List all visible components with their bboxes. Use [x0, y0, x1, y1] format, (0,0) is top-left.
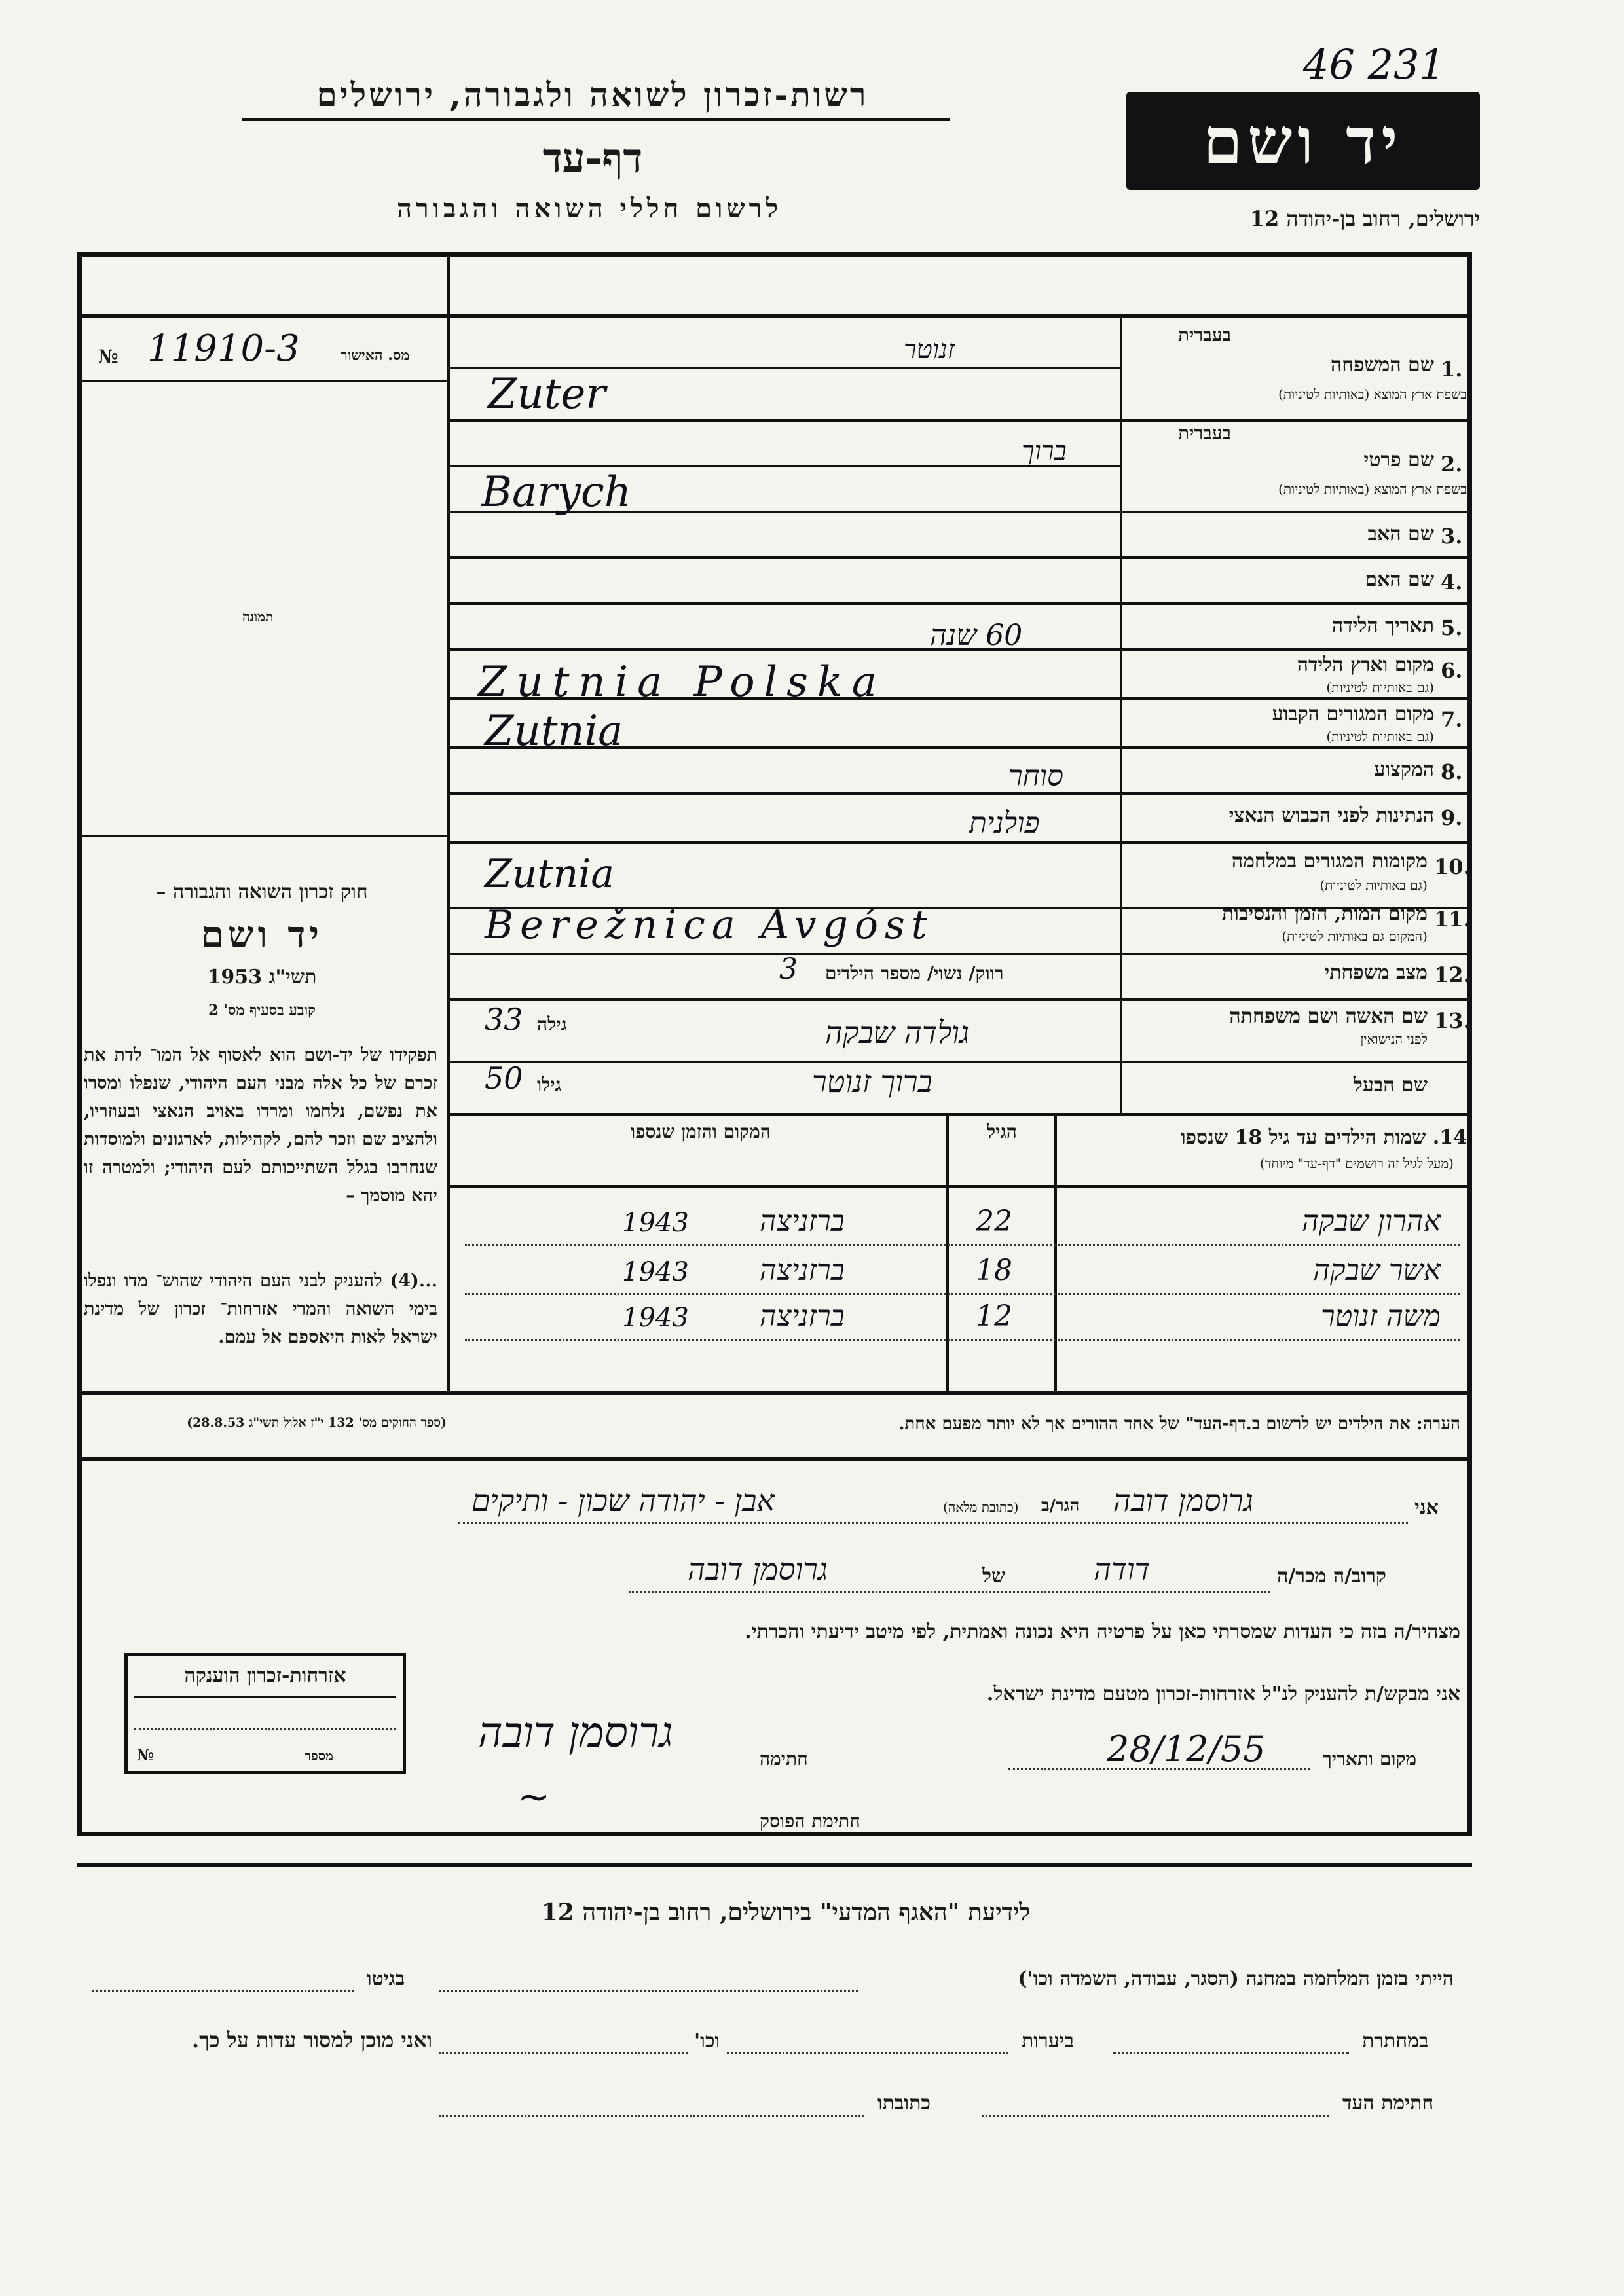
decl-address-label: (כתובת מלאה) [943, 1499, 1019, 1515]
field-2-in-hebrew: בעברית [1177, 422, 1231, 444]
cert-no-label: מס. האישור [341, 347, 410, 364]
child-age: 18 [976, 1254, 1012, 1287]
yad-vashem-logo [1126, 92, 1480, 190]
child-place: ברזניצה [760, 1205, 845, 1238]
logo-text: יד ושם [1203, 103, 1403, 178]
row-line [448, 367, 1120, 369]
decl-statement-2: אני מבקש/ת להעניק לנ"ל אזרחות-זכרון מטעם מדינת ישראל. [986, 1683, 1460, 1705]
field-2-sub: בשפת ארץ המוצא (באותיות לטיניות) [1278, 481, 1467, 497]
org-underline [242, 118, 950, 121]
row-dots [465, 1339, 1460, 1341]
child-age: 12 [976, 1300, 1012, 1333]
field-2-value-lat: Barych [481, 468, 631, 517]
field-12-num: 12. [1434, 962, 1471, 987]
citizenship-rule [134, 1696, 396, 1698]
field-5-label: תאריך הלידה [1331, 614, 1434, 637]
left-law-bottom [77, 1391, 1472, 1395]
footer-line3a: חתימת העד [1342, 2092, 1434, 2115]
footer-line2a: במחתרת [1362, 2030, 1429, 2052]
row-dots [465, 1293, 1460, 1295]
decl-relative-label: קרוב/ה מכר/ה [1277, 1565, 1386, 1588]
children-sub: (מעל לגיל זה רושמים "דף-עד" מיוחד) [1260, 1156, 1454, 1171]
field-5-value: 60 שנה [930, 619, 1023, 652]
child-year: 1943 [622, 1208, 689, 1238]
decl-relation: דודה [1094, 1552, 1151, 1587]
decl-i-label: אני [1414, 1496, 1439, 1519]
children-header-line [448, 1185, 1472, 1188]
decl-dots [458, 1522, 1408, 1524]
field-10-label: מקומות המגורים במלחמה [1231, 850, 1428, 873]
field-5-num: 5. [1441, 615, 1463, 640]
footer-line2d: ואני מוכן למסור עדות על כך. [191, 2028, 432, 2052]
children-label: 14. שמות הילדים עד גיל 18 שנספו [1180, 1126, 1467, 1149]
husband-label: שם הבעל [1353, 1074, 1428, 1097]
label-col-divider [1120, 314, 1122, 1113]
field-1-label: שם המשפחה [1330, 354, 1434, 376]
field-3-num: 3. [1441, 524, 1463, 549]
photo-label: תמונה [242, 609, 274, 625]
field-1-sub: בשפת ארץ המוצא (באותיות לטיניות) [1278, 386, 1467, 402]
field-13-label: שם האשה ושם משפחתה [1229, 1005, 1428, 1028]
law-title: חוק זכרון השואה והגבורה – [156, 881, 368, 903]
row-line [448, 953, 1472, 955]
footer-line3b: כתובתו [877, 2092, 931, 2115]
citizenship-no-sign: № [137, 1745, 155, 1764]
field-4-num: 4. [1441, 570, 1463, 594]
children-col-age-left [946, 1113, 949, 1391]
citizenship-box-title: אזרחות-זכרון הוענקה [184, 1664, 346, 1687]
cert-no-value: 11910-3 [147, 327, 300, 370]
field-6-label: מקום וארץ הלידה [1297, 653, 1434, 676]
note-bottom [77, 1457, 1472, 1461]
child-age: 22 [976, 1205, 1012, 1238]
child-year: 1943 [622, 1303, 689, 1333]
field-7-label: מקום המגורים הקבוע [1272, 702, 1434, 725]
no-sign: № [98, 346, 119, 367]
law-source: (ספר החוקים מס' 132 י"ז אלול תשי"ג 28.8.53) [187, 1415, 447, 1430]
form-title: דף-עד [542, 134, 643, 182]
field-12-value-text: רווק/ נשוי/ מספר הילדים [825, 962, 1004, 984]
footer-dots [92, 1990, 354, 1992]
law-text-2: ...(4) להעניק לבני העם היהודי שהוש־ מדו ונפלו בימי השואה והמרי אזרחות־ זכרון של מדינת ישראל לאות היאספם אל עמם. [84, 1271, 437, 1347]
field-2-num: 2. [1441, 452, 1463, 477]
row-line [448, 602, 1472, 605]
field-13-num: 13. [1434, 1008, 1471, 1033]
field-9-value: פולנית [969, 807, 1040, 840]
field-9-num: 9. [1441, 805, 1463, 830]
official-signature-mark: ~ [517, 1774, 551, 1820]
row-line [448, 841, 1472, 844]
children-age-header: הגיל [987, 1121, 1017, 1142]
field-6-value: Zutnia Polska [478, 658, 886, 706]
field-10-num: 10. [1434, 854, 1471, 879]
decl-of-name: גרוסמן דובה [688, 1552, 828, 1587]
footer-dots [439, 2115, 864, 2117]
field-13-value: גולדה שבקה [825, 1015, 970, 1050]
citizenship-box [124, 1653, 406, 1774]
field-13-age: 33 [485, 1002, 523, 1037]
decl-date: 28/12/55 [1107, 1728, 1266, 1770]
footer-dots [982, 2115, 1329, 2117]
field-11-value: Berežnica Avgóst [485, 902, 934, 948]
footer-line2b: ביערות [1022, 2030, 1075, 2052]
husband-age-label: גילו [537, 1074, 561, 1095]
field-11-label: מקום המות, הזמן והנסיבות [1221, 902, 1428, 925]
field-2-value-he: ברוך [1022, 436, 1067, 466]
footer-dots [439, 1990, 858, 1992]
field-7-sub: (גם באותיות לטיניות) [1326, 729, 1434, 744]
field-10-value: Zutnia [485, 851, 615, 897]
field-13-age-label: גילה [537, 1013, 567, 1035]
field-6-num: 6. [1441, 658, 1463, 683]
top-band-line [77, 314, 1472, 318]
header-address: ירושלים, רחוב בן-יהודה 12 [1249, 206, 1480, 231]
footer-line1: הייתי בזמן המלחמה במחנה (הסגר, עבודה, השמדה וכו') [1018, 1967, 1454, 1990]
field-8-label: המקצוע [1374, 758, 1434, 781]
field-13-sub: לפני הנישואין [1360, 1031, 1428, 1047]
decl-resides-label: הגר/ב [1041, 1496, 1080, 1516]
children-col-age-right [1054, 1113, 1057, 1391]
declaration-bottom [77, 1863, 1472, 1867]
husband-value: ברוך זנוטר [812, 1064, 932, 1099]
law-year: תשי"ג 1953 [207, 966, 317, 989]
decl-signature-label: חתימה [760, 1748, 808, 1770]
field-1-value-lat: Zuter [488, 370, 606, 418]
child-year: 1943 [622, 1257, 689, 1287]
row-line [448, 1113, 1472, 1116]
archive-number: 46 231 [1303, 41, 1445, 88]
left-cert-line [77, 380, 448, 382]
child-name: אשר שבקה [1313, 1254, 1441, 1287]
row-dots [465, 1244, 1460, 1246]
org-line: רשות-זכרון לשואה ולגבורה, ירושלים [316, 75, 869, 114]
field-2-label: שם פרטי [1363, 448, 1434, 471]
footer-line1b: בגיטו [367, 1967, 405, 1990]
law-text: תפקידו של יד-ושם הוא לאסוף אל המו־ לדת את זכרם של כל אלה מבני העם היהודי, שנפלו ומסרו את נפשם, נלחמו ומרדו באויב הנאצי ובעוזריו, ולהציב שם וזכר להם, לקהילות, לארגונים ולמוסדות שנחרבו בגלל השתייכותם לעם היהודי; ולמטרה זו יהא מוסמך – [84, 1045, 437, 1206]
child-name: אהרון שבקה [1302, 1205, 1441, 1238]
footer-line2c: וכו' [694, 2030, 720, 2052]
child-name: משה זנוטר [1320, 1300, 1441, 1333]
field-11-sub: (המקום גם באותיות לטיניות) [1282, 928, 1428, 944]
footer-dots [439, 2052, 688, 2054]
children-place-header: המקום והזמן שנספו [631, 1121, 771, 1142]
decl-statement-1: מצהיר/ה בזה כי העדות שמסרתי כאן על פרטיה היא נכונה ואמתית, לפי מיטב ידיעתי והכרתי. [745, 1620, 1460, 1643]
field-12-label: מצב משפחתי [1324, 961, 1428, 984]
row-line [448, 556, 1472, 559]
decl-of-label: של [982, 1565, 1006, 1588]
footer-dots [727, 2052, 1008, 2054]
citizenship-no-label: מספר [304, 1748, 333, 1764]
row-line [448, 792, 1472, 795]
field-11-num: 11. [1434, 907, 1471, 932]
field-1-value-he: זנוטר [904, 335, 955, 365]
field-4-label: שם האם [1365, 568, 1434, 591]
form-subtitle: לרשום חללי השואה והגבורה [396, 193, 783, 224]
row-line [448, 465, 1120, 467]
row-line [448, 998, 1472, 1001]
field-3-label: שם האב [1367, 522, 1434, 545]
decl-address: אבן - יהודה שכון - ותיקים [471, 1483, 775, 1518]
law-name: יד ושם [200, 913, 323, 957]
field-9-label: הנתינות לפני הכבוש הנאצי [1228, 804, 1434, 827]
decl-official-label: חתימת הפוסק [760, 1810, 860, 1832]
left-photo-line [77, 835, 448, 837]
field-8-num: 8. [1441, 759, 1463, 784]
left-col-divider [447, 252, 450, 1391]
law-clause: קובע בסעיף מס' 2 [208, 1002, 316, 1019]
note: הערה: את הילדים יש לרשום ב.דף-העד" של אחד ההורים אך לא יותר מפעם אחת. [898, 1414, 1460, 1434]
field-6-sub: (גם באותיות לטיניות) [1326, 680, 1434, 695]
field-7-num: 7. [1441, 707, 1463, 732]
decl-dots [629, 1591, 1270, 1593]
footer-dots [1113, 2052, 1349, 2054]
citizenship-dots [134, 1728, 396, 1730]
row-line [448, 1061, 1472, 1063]
field-8-value: סוחר [1008, 759, 1063, 793]
husband-age: 50 [485, 1061, 523, 1096]
field-1-num: 1. [1441, 357, 1463, 382]
decl-signature: גרוסמן דובה [478, 1709, 673, 1757]
footer-title: לידיעת "האגף המדעי" בירושלים, רחוב בן-יהודה 12 [541, 1899, 1031, 1926]
field-7-value: Zutnia [485, 707, 623, 756]
field-10-sub: (גם באותיות לטיניות) [1320, 877, 1428, 893]
row-line [448, 419, 1472, 422]
child-place: ברזניצה [760, 1300, 845, 1333]
field-1-in-hebrew: בעברית [1177, 324, 1231, 346]
child-place: ברזניצה [760, 1254, 845, 1287]
decl-dots [1008, 1768, 1310, 1770]
decl-name: גרוסמן דובה [1113, 1483, 1253, 1518]
decl-place-date-label: מקום ותאריך [1323, 1748, 1417, 1770]
field-12-value: 3 [779, 953, 798, 986]
